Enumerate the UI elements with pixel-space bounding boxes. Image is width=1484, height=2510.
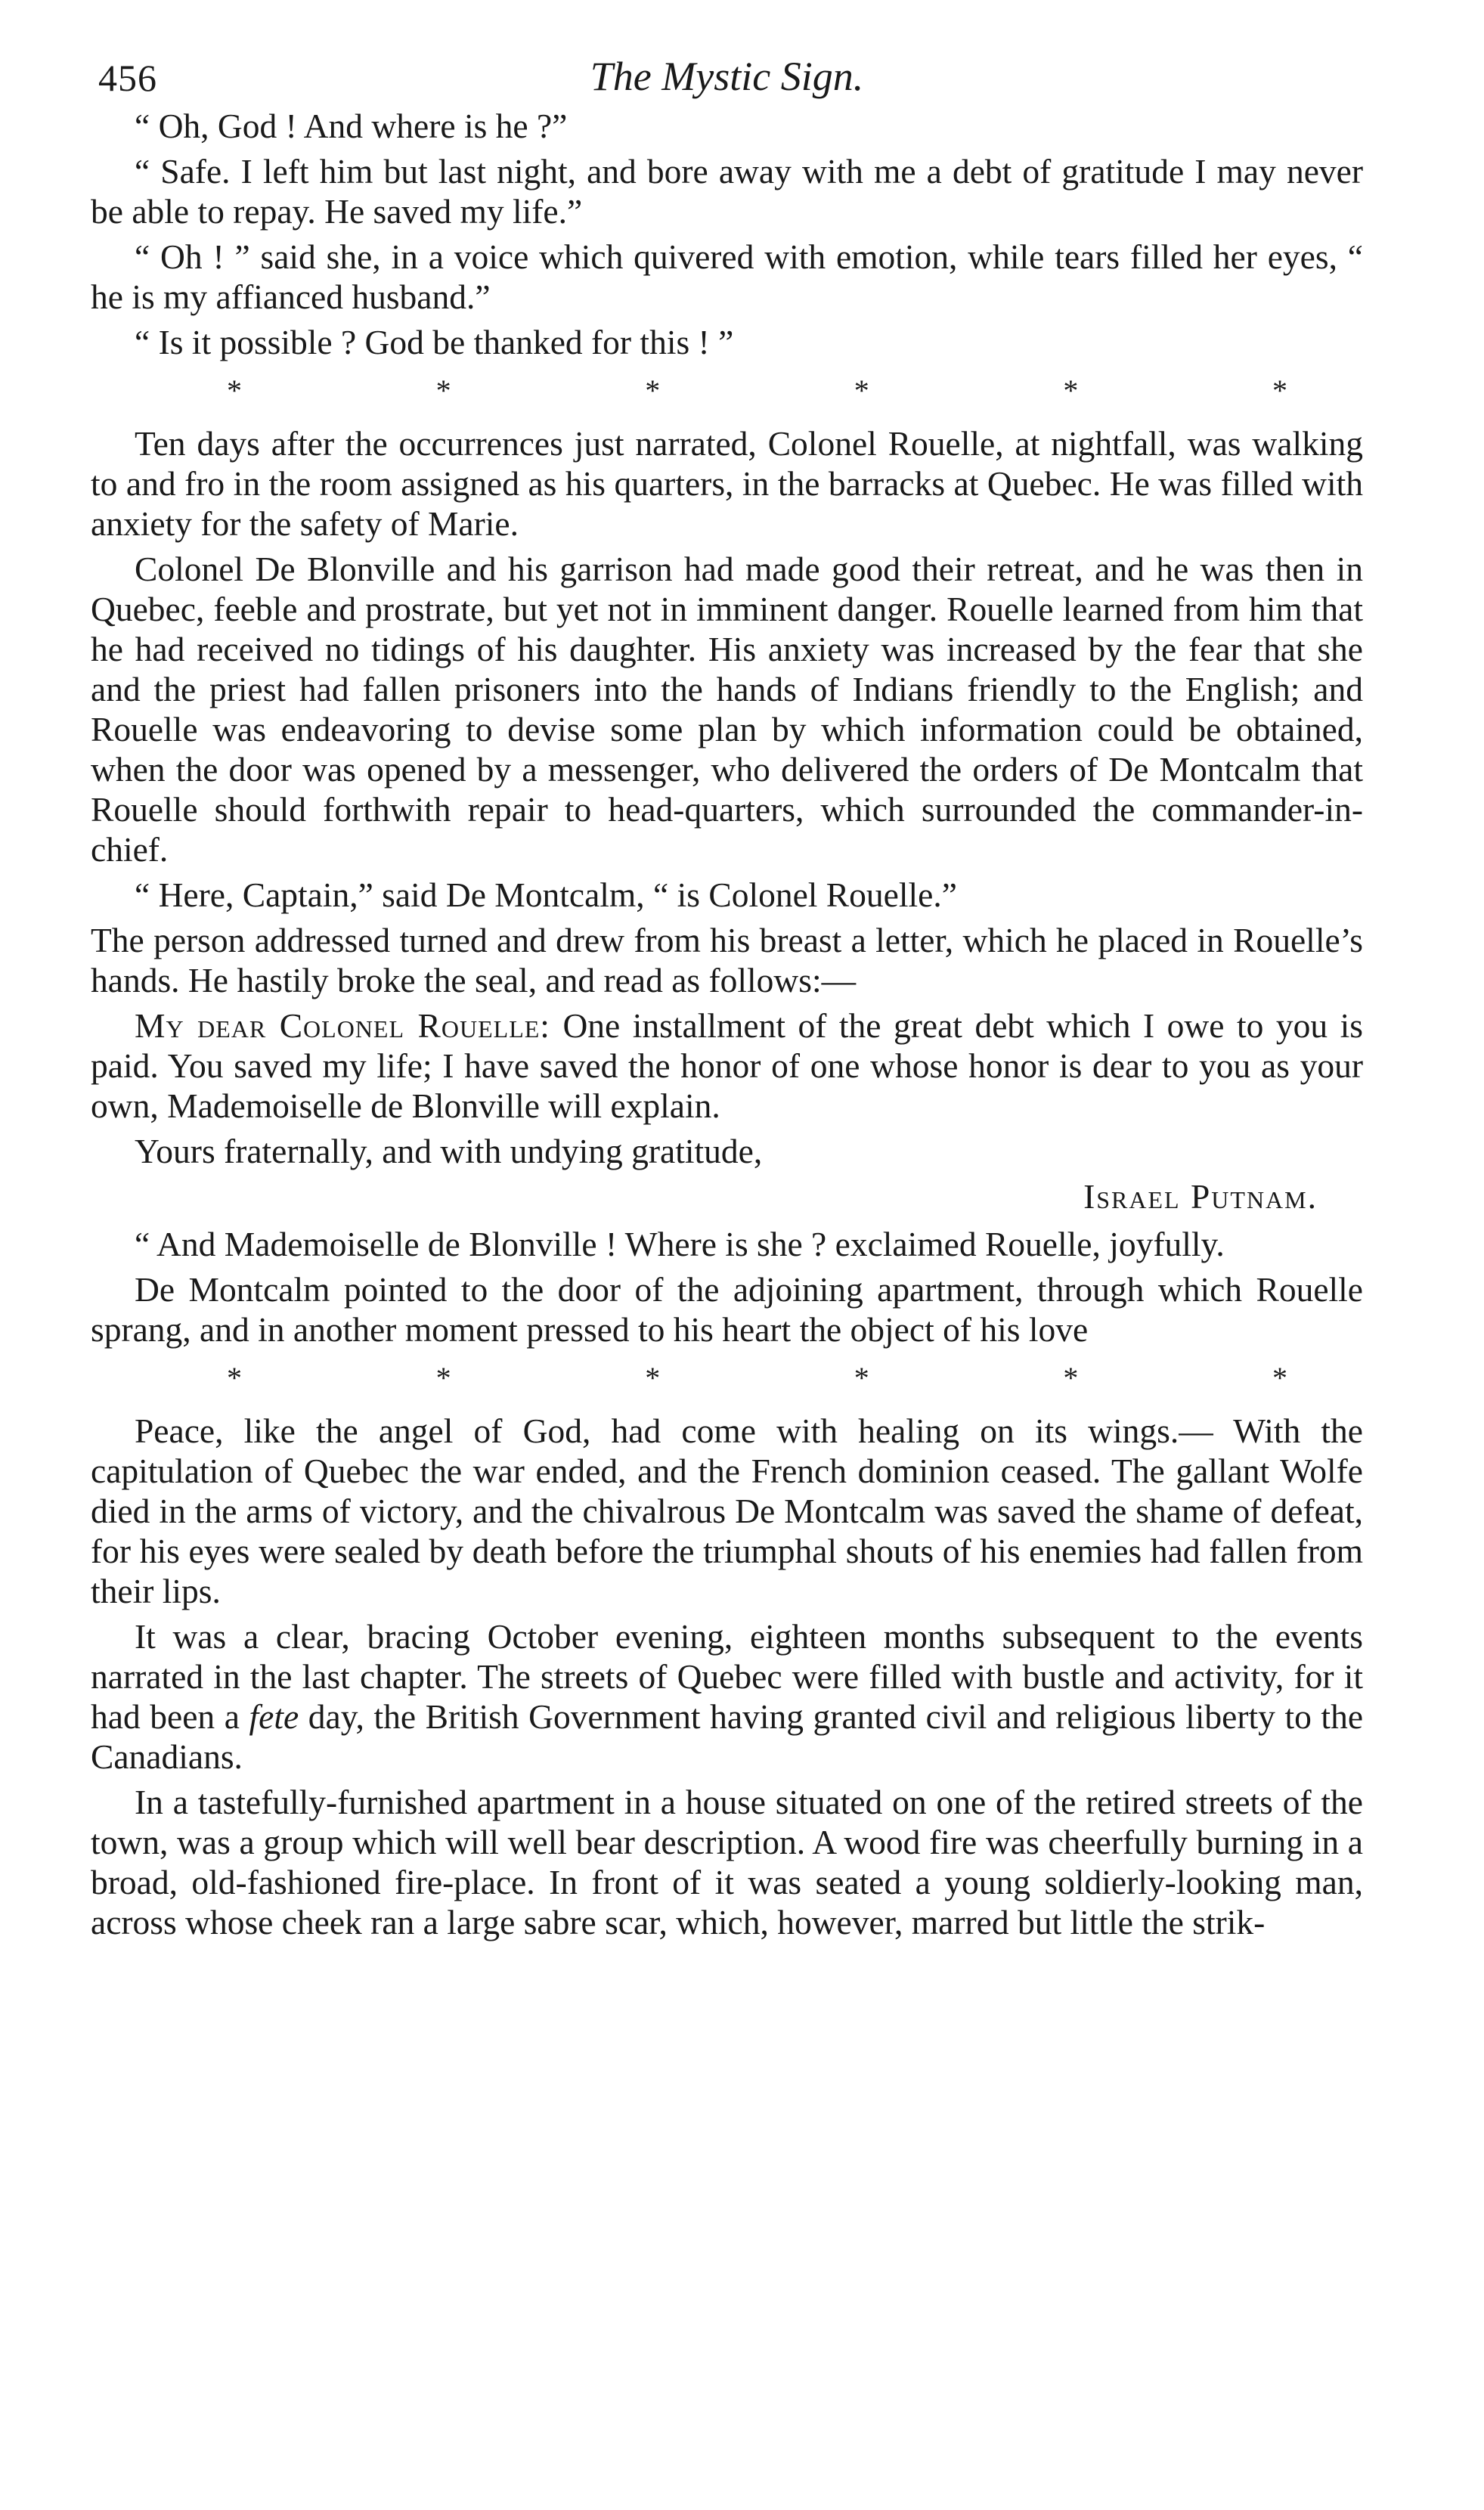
separator-star: *	[854, 373, 869, 407]
separator-star: *	[435, 1360, 451, 1395]
paragraph-text: It was a clear, bracing October evening, eighteen months subsequent to the events narrated in the last chapter. The streets of Quebec were filled with bustle and activity, for it had been a	[91, 1617, 1363, 1736]
separator-star: *	[1272, 1360, 1287, 1395]
running-title: The Mystic Sign.	[590, 54, 864, 99]
letter-closing: Yours fraternally, and with undying gratitude,	[135, 1132, 763, 1170]
paragraph	[91, 1616, 1363, 1777]
separator-star: *	[645, 373, 661, 407]
separator-star: *	[645, 1360, 661, 1395]
letter-text: One installment of the great debt which I owe to you is paid. You saved my life; I have saved the honor of one whose honor is dear to you as your own, Mademoiselle de Blonville will explain.	[91, 1006, 1363, 1125]
letter-salutation: My dear Colonel Rouelle:	[135, 1006, 550, 1045]
section-separator	[91, 367, 1363, 413]
paragraph: The person addressed turned and drew from his breast a letter, which he placed in Rouelle’s hands. He hastily broke the seal, and read as follows:—	[91, 921, 1363, 999]
section-separator	[91, 1355, 1363, 1400]
paragraph: Colonel De Blonville and his garrison had made good their retreat, and he was then in Quebec, feeble and prostrate, but yet not in imminent danger. Rouelle learned from him that he had received no tidings of his daughter. His anxiety was increased by the fear that she and the priest had fallen prisoners into the hands of Indians friendly to the English; and Rouelle was endeavoring to devise some plan by which information could be obtained, when the door was opened by a messenger, who delivered the orders of De Montcalm that Rouelle should forthwith repair to head-quarters, which surrounded the commander-in-chief.	[91, 550, 1363, 869]
separator-star: *	[1063, 1360, 1079, 1395]
emphasized-word: fete	[249, 1697, 299, 1736]
separator-star: *	[854, 1360, 869, 1395]
paragraph: “ Is it possible ? God be thanked for this ! ”	[135, 323, 734, 361]
separator-star: *	[1063, 373, 1079, 407]
paragraph: Ten days after the occurrences just narrated, Colonel Rouelle, at nightfall, was walking to and fro in the room assigned as his quarters, in the barracks at Quebec. He was filled with anxiety for the safety of Marie.	[91, 424, 1363, 543]
paragraph: “ Oh ! ” said she, in a voice which quivered with emotion, while tears filled her eyes, “ he is my affianced husband.”	[91, 237, 1363, 316]
separator-star: *	[435, 373, 451, 407]
paragraph: “ Here, Captain,” said De Montcalm, “ is Colonel Rouelle.”	[135, 875, 957, 914]
page-number: 456	[98, 57, 157, 99]
paragraph: “ And Mademoiselle de Blonville ! Where is she ? exclaimed Rouelle, joyfully.	[135, 1225, 1225, 1263]
paragraph: Peace, like the angel of God, had come with healing on its wings.— With the capitulation of Quebec the war ended, and the French dominion ceased. The gallant Wolfe died in the arms of victory, and the chivalrous De Montcalm was saved the shame of defeat, for his eyes were sealed by death before the triumphal shouts of his enemies had fallen from their lips.	[91, 1411, 1363, 1610]
separator-star: *	[227, 373, 242, 407]
letter-signature: Israel Putnam.	[1083, 1177, 1318, 1216]
paragraph: De Montcalm pointed to the door of the adjoining apartment, through which Rouelle sprang, and in another moment pressed to his heart the object of his love	[91, 1270, 1363, 1349]
separator-star: *	[227, 1360, 242, 1395]
paragraph: In a tastefully-furnished apartment in a house situated on one of the retired streets of the town, was a group which will well bear description. A wood fire was cheerfully burning in a broad, old-fashioned fire-place. In front of it was seated a young soldierly-looking man, across whose cheek ran a large sabre scar, which, however, marred but little the strik-	[91, 1783, 1363, 1941]
body-text	[91, 106, 1363, 1942]
page-header	[91, 45, 1363, 106]
letter-body	[91, 1006, 1363, 1126]
paragraph: “ Oh, God ! And where is he ?”	[135, 107, 568, 145]
paragraph-text: day, the British Government having granted civil and religious liberty to the Canadians.	[91, 1697, 1364, 1776]
paragraph: “ Safe. I left him but last night, and bore away with me a debt of gratitude I may never be able to repay. He saved my life.”	[91, 152, 1363, 231]
separator-star: *	[1272, 373, 1287, 407]
